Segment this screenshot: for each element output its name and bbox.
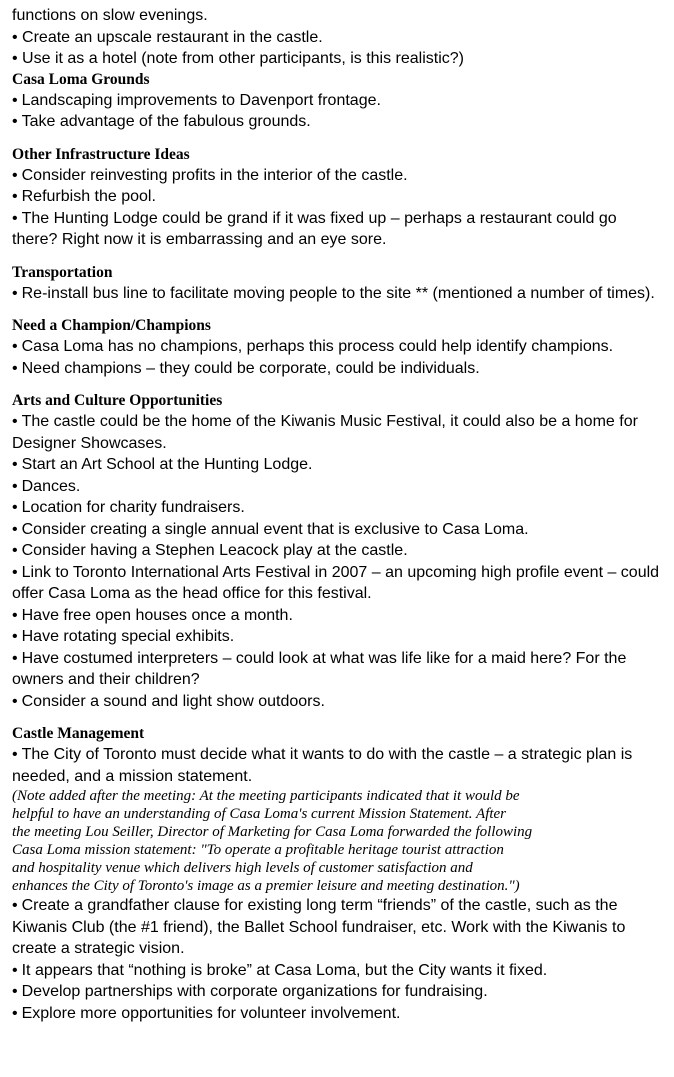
- section-heading: Other Infrastructure Ideas: [12, 145, 190, 163]
- note-line: and hospitality venue which delivers high levels of customer satisfaction and: [12, 860, 473, 876]
- bullet-icon: •: [12, 983, 18, 1000]
- list-item: [12, 519, 664, 541]
- list-item-text: Have free open houses once a month.: [21, 606, 293, 624]
- bullet-icon: •: [12, 456, 18, 473]
- bullet-icon: •: [12, 91, 18, 109]
- list-item: [12, 981, 664, 1003]
- bullet-list: [12, 165, 664, 251]
- list-item: [12, 691, 664, 713]
- list-item-text: The Hunting Lodge could be grand if it was fixed up – perhaps a restaurant could go there? Right now it is embarrassing and an eye sore.: [12, 209, 617, 248]
- list-item: [12, 605, 664, 627]
- section-castle-management: [12, 724, 664, 1024]
- list-item-text: It appears that “nothing is broke” at Casa Loma, but the City wants it fixed.: [21, 961, 548, 979]
- section-heading: Casa Loma Grounds: [12, 70, 150, 88]
- list-item: [12, 358, 664, 380]
- bullet-icon: •: [12, 284, 18, 302]
- intro-line: • Use it as a hotel (note from other participants, is this realistic?): [12, 50, 465, 67]
- note-line: (Note added after the meeting: At the meeting participants indicated that it would be: [12, 788, 520, 804]
- bullet-icon: •: [12, 746, 18, 763]
- bullet-icon: •: [12, 166, 18, 184]
- section-heading: Arts and Culture Opportunities: [12, 392, 223, 409]
- list-item: [12, 626, 664, 648]
- bullet-list: [12, 283, 664, 305]
- list-item: [12, 186, 664, 208]
- bullet-icon: •: [12, 1004, 18, 1022]
- list-item-text: Need champions – they could be corporate, could be individuals.: [21, 359, 480, 377]
- list-item: [12, 960, 664, 982]
- list-item: [12, 744, 664, 787]
- section: [12, 316, 664, 379]
- list-item-text: Take advantage of the fabulous grounds.: [21, 113, 311, 130]
- section: [12, 391, 664, 712]
- list-item-text: Dances.: [21, 477, 81, 495]
- list-item-text: Landscaping improvements to Davenport frontage.: [21, 91, 381, 109]
- list-item-text: Location for charity fundraisers.: [21, 499, 245, 516]
- bullet-icon: •: [12, 563, 18, 581]
- list-item: [12, 208, 664, 251]
- list-item: [12, 90, 664, 112]
- list-item: [12, 411, 664, 454]
- list-item-text: Have costumed interpreters – could look at what was life like for a maid here? For the owners and their children?: [12, 649, 627, 688]
- list-item-text: Consider creating a single annual event that is exclusive to Casa Loma.: [21, 520, 529, 538]
- list-item-text: Consider reinvesting profits in the interior of the castle.: [21, 166, 408, 184]
- bullet-icon: •: [12, 113, 18, 130]
- list-item-text: Start an Art School at the Hunting Lodge.: [21, 456, 313, 473]
- bullet-list: [12, 90, 664, 133]
- list-item-text: Refurbish the pool.: [21, 188, 156, 205]
- section-heading: Need a Champion/Champions: [12, 317, 211, 334]
- list-item: [12, 454, 664, 476]
- bullet-icon: •: [12, 499, 18, 516]
- bullet-list: [12, 744, 664, 787]
- list-item: [12, 476, 664, 498]
- bullet-list: [12, 336, 664, 379]
- list-item-text: Casa Loma has no champions, perhaps this process could help identify champions.: [21, 338, 614, 355]
- note-line: helpful to have an understanding of Casa Loma's current Mission Statement. After: [12, 806, 507, 822]
- list-item-text: Consider having a Stephen Leacock play at the castle.: [21, 542, 408, 559]
- bullet-icon: •: [12, 209, 18, 227]
- section-heading: Transportation: [12, 263, 113, 281]
- list-item: [12, 283, 664, 305]
- list-item-text: Link to Toronto International Arts Festival in 2007 – an upcoming high profile event – could offer Casa Loma as the head office for this festival.: [12, 563, 660, 602]
- bullet-icon: •: [12, 897, 18, 914]
- bullet-icon: •: [12, 338, 18, 355]
- list-item-text: Re-install bus line to facilitate moving people to the site ** (mentioned a number of times).: [21, 284, 655, 302]
- list-item: [12, 1003, 664, 1025]
- section: [12, 263, 664, 305]
- section-heading: Castle Management: [12, 725, 145, 742]
- bullet-icon: •: [12, 359, 18, 377]
- note-line: enhances the City of Toronto's image as a premier leisure and meeting destination."): [12, 878, 520, 894]
- note-line: Casa Loma mission statement: "To operate a profitable heritage tourist attraction: [12, 842, 504, 858]
- note-line: the meeting Lou Seiller, Director of Marketing for Casa Loma forwarded the following: [12, 824, 533, 840]
- list-item: [12, 562, 664, 605]
- list-item-text: Develop partnerships with corporate organizations for fundraising.: [21, 983, 488, 1000]
- list-item: [12, 648, 664, 691]
- list-item-text: Consider a sound and light show outdoors.: [21, 692, 325, 710]
- bullet-icon: •: [12, 649, 18, 667]
- bullet-list: [12, 895, 664, 1024]
- list-item-text: The castle could be the home of the Kiwanis Music Festival, it could also be a home for Designer Showcases.: [12, 413, 638, 452]
- list-item: [12, 336, 664, 358]
- bullet-icon: •: [12, 477, 18, 495]
- section: [12, 145, 664, 251]
- list-item-text: Have rotating special exhibits.: [21, 628, 235, 645]
- bullet-icon: •: [12, 188, 18, 205]
- bullet-icon: •: [12, 542, 18, 559]
- list-item-text: Create a grandfather clause for existing long term “friends” of the castle, such as the Kiwanis Club (the #1 friend), the Ballet School fundraiser, etc. Work with the Kiwanis to create a strategic vision.: [12, 897, 626, 957]
- bullet-list: [12, 411, 664, 712]
- intro-line: • Create an upscale restaurant in the castle.: [12, 28, 323, 46]
- list-item-text: The City of Toronto must decide what it wants to do with the castle – a strategic plan is needed, and a mission statement.: [12, 746, 633, 785]
- bullet-icon: •: [12, 628, 18, 645]
- intro-block: [12, 5, 664, 70]
- mission-note: [12, 787, 664, 895]
- list-item: [12, 111, 664, 133]
- list-item: [12, 497, 664, 519]
- bullet-icon: •: [12, 413, 18, 430]
- sections-container: [12, 70, 664, 713]
- list-item: [12, 540, 664, 562]
- bullet-icon: •: [12, 606, 18, 624]
- bullet-icon: •: [12, 692, 18, 710]
- bullet-icon: •: [12, 961, 18, 979]
- intro-line: functions on slow evenings.: [12, 7, 208, 24]
- list-item: [12, 895, 664, 960]
- list-item: [12, 165, 664, 187]
- list-item-text: Explore more opportunities for volunteer involvement.: [21, 1004, 401, 1022]
- bullet-icon: •: [12, 520, 18, 538]
- section: [12, 70, 664, 133]
